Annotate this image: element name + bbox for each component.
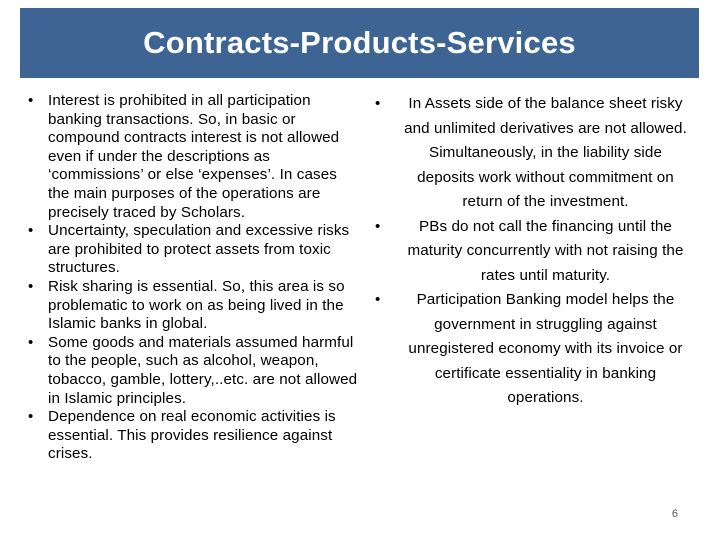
bullet-icon: • [28,333,34,351]
list-item-text: Dependence on real economic activities is essential. This provides resilience against crises. [48,408,336,463]
list-item [28,92,360,222]
bullet-icon: • [28,277,34,295]
bullet-icon: • [375,95,381,112]
bullet-icon: • [375,217,381,235]
list-item [375,288,691,411]
list-item [375,215,691,289]
bullet-icon: • [28,92,34,109]
left-column [28,92,360,464]
list-item [28,408,360,464]
list-item-text: Some goods and materials assumed harmful to the people, such as alcohol, weapon, tobacco, gamble, lottery,..etc. are not allowed in Islamic principles. [48,333,358,407]
list-item-text: Interest is prohibited in all participation banking transactions. So, in basic or compound contracts interest is not allowed even if under the descriptions as ‘commissions’ or else ‘expenses’. In cases the main purposes of the operations are precisely traced by Scholars. [48,92,340,221]
left-bullet-list [28,92,360,464]
list-item-text: Risk sharing is essential. So, this area is so problematic to work on as being lived in the Islamic banks in global. [48,277,345,333]
list-item-text: In Assets side of the balance sheet risky and unlimited derivatives are not allowed. Simultaneously, in the liability side deposits work without commitment on return of the investment. [404,95,687,210]
list-item [375,92,691,215]
bullet-icon: • [28,408,34,426]
list-item [28,222,360,278]
list-item [28,278,360,334]
title-bar [20,8,699,78]
list-item-text: Participation Banking model helps the government in struggling against unregistered economy with its invoice or certificate essentiality in banking operations. [408,291,683,406]
bullet-icon: • [28,222,34,240]
list-item-text: PBs do not call the financing until the maturity concurrently with not raising the rates until maturity. [407,217,684,284]
list-item-text: Uncertainty, speculation and excessive risks are prohibited to protect assets from toxic structures. [48,222,350,277]
right-bullet-list [375,92,691,411]
page-number: 6 [671,508,678,520]
right-column [375,92,691,411]
list-item [28,334,360,408]
bullet-icon: • [375,291,381,308]
slide-title: Contracts-Products-Services [143,25,576,60]
